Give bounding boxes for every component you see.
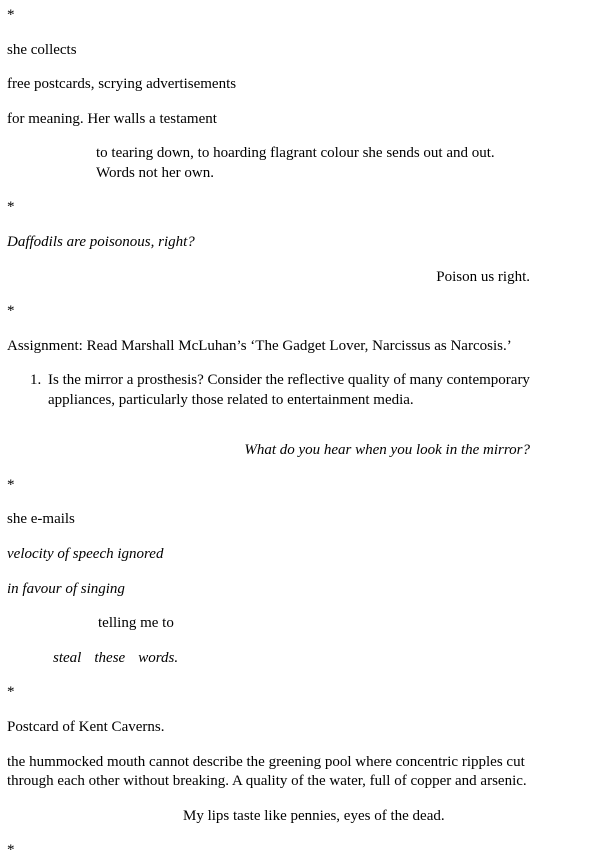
poem-line: she collects: [7, 41, 77, 58]
poem-line: she e-mails: [7, 511, 75, 528]
poem-line: free postcards, scrying advertisements: [7, 76, 237, 93]
poem-line-right: Poison us right.: [436, 268, 530, 285]
section-separator: *: [7, 199, 15, 216]
indented-couplet: [96, 144, 530, 183]
section-separator: *: [7, 476, 15, 493]
poem-line-italic: in favour of singing: [7, 580, 125, 597]
poem-line: for meaning. Her walls a testament: [7, 110, 217, 127]
section-separator: *: [7, 684, 15, 701]
prose-paragraph: [7, 753, 530, 792]
poem-line-indented: My lips taste like pennies, eyes of the dead.: [183, 807, 445, 824]
poem-line-right-italic: What do you hear when you look in the mirror?: [244, 442, 530, 459]
list-item-text: [48, 371, 530, 410]
poem-line-spread-italic: steal these words.: [53, 649, 179, 666]
poem-line: Postcard of Kent Caverns.: [7, 718, 165, 735]
poem-line-italic: Daffodils are poisonous, right?: [7, 233, 195, 250]
poem-line: Words not her own.: [96, 164, 214, 181]
poem-line-italic: velocity of speech ignored: [7, 545, 164, 562]
numbered-list-item: [30, 371, 530, 410]
section-separator: *: [7, 842, 15, 859]
prose-line: the hummocked mouth cannot describe the greening pool where concentric ripples cut: [7, 753, 525, 770]
assignment-line: Assignment: Read Marshall McLuhan’s ‘The Gadget Lover, Narcissus as Narcosis.’: [7, 337, 512, 354]
section-separator: *: [7, 7, 15, 23]
poem-content: [7, 6, 530, 861]
poem-line: appliances, particularly those related to entertainment media.: [48, 391, 414, 408]
poem-line-indented: telling me to: [98, 615, 174, 632]
poem-line: Is the mirror a prosthesis? Consider the reflective quality of many contemporary: [48, 372, 530, 389]
list-number: 1.: [30, 372, 42, 389]
poem-line: to tearing down, to hoarding flagrant colour she sends out and out.: [96, 145, 495, 162]
section-separator: *: [7, 303, 15, 320]
prose-line: through each other without breaking. A quality of the water, full of copper and arsenic.: [7, 772, 527, 789]
